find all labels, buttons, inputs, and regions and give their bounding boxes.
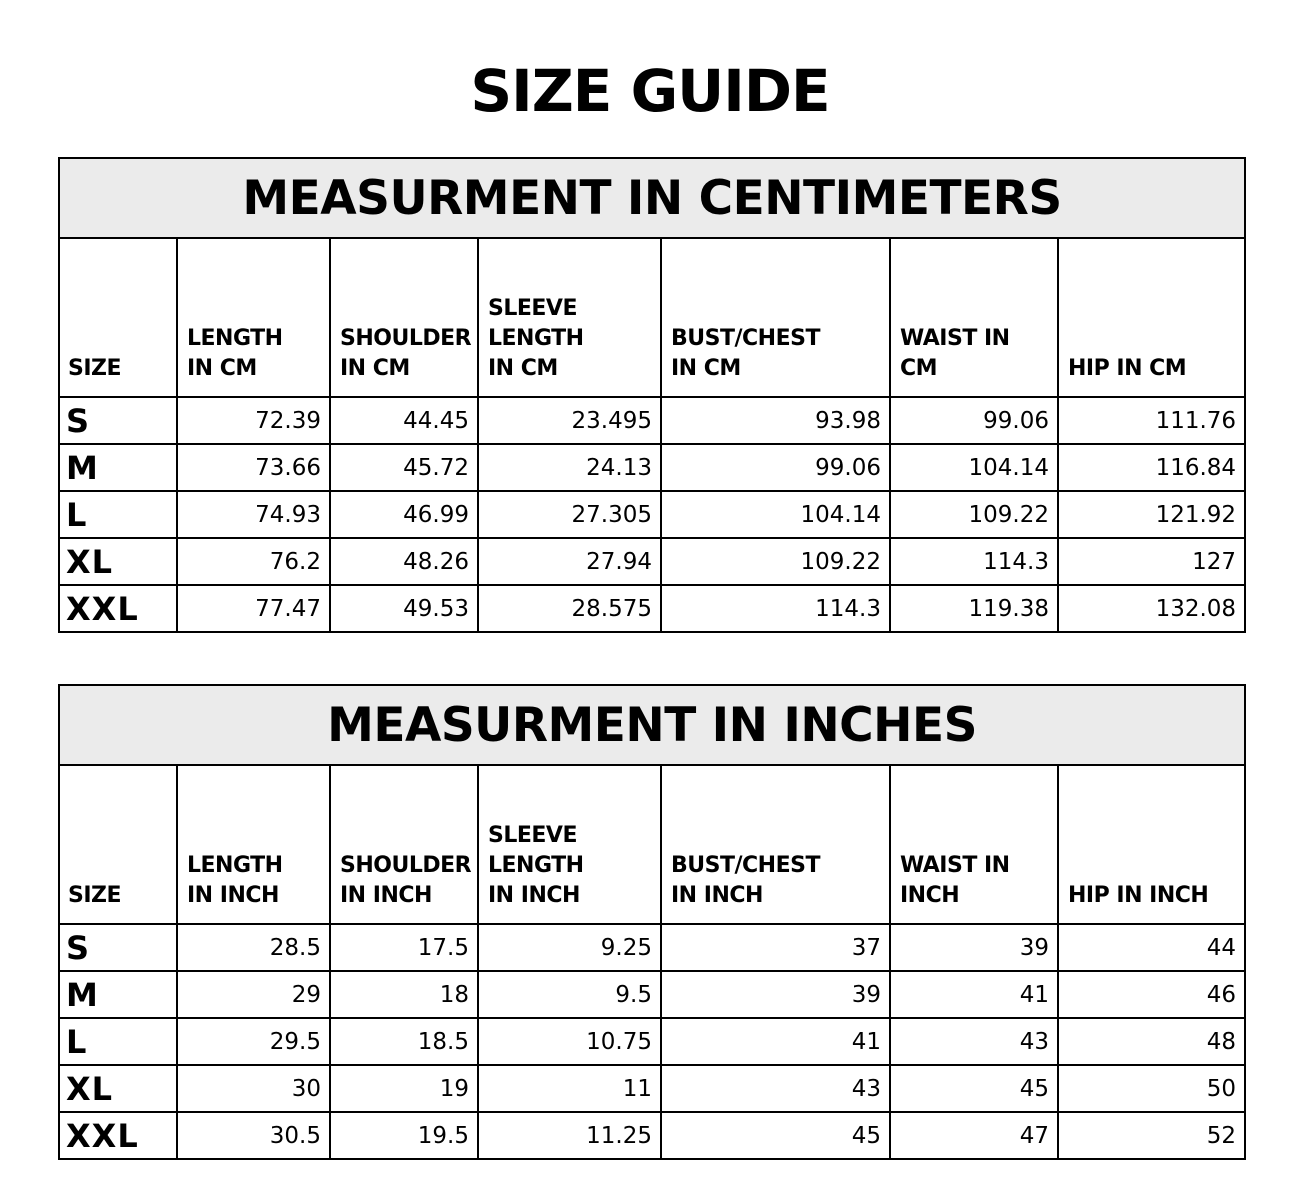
- column-header-waist: WAIST IN CM: [890, 238, 1058, 397]
- shoulder-value: 44.45: [330, 397, 478, 444]
- length-value: 72.39: [177, 397, 330, 444]
- column-header-length: LENGTH IN INCH: [177, 765, 330, 924]
- bust-chest-value: 93.98: [661, 397, 890, 444]
- hip-value: 44: [1058, 924, 1245, 971]
- table-row: [59, 585, 1245, 632]
- column-header-waist: WAIST IN INCH: [890, 765, 1058, 924]
- column-header-hip: HIP IN INCH: [1058, 765, 1245, 924]
- table-row: [59, 1018, 1245, 1065]
- length-value: 29.5: [177, 1018, 330, 1065]
- sleeve-length-value: 11: [478, 1065, 661, 1112]
- shoulder-value: 45.72: [330, 444, 478, 491]
- size-label: L: [59, 491, 177, 538]
- size-label: L: [59, 1018, 177, 1065]
- size-label: XXL: [59, 585, 177, 632]
- column-header-hip: HIP IN CM: [1058, 238, 1245, 397]
- shoulder-value: 18.5: [330, 1018, 478, 1065]
- hip-value: 111.76: [1058, 397, 1245, 444]
- header-row: [59, 765, 1245, 924]
- length-value: 30: [177, 1065, 330, 1112]
- sleeve-length-value: 27.94: [478, 538, 661, 585]
- sleeve-length-value: 24.13: [478, 444, 661, 491]
- hip-value: 121.92: [1058, 491, 1245, 538]
- waist-value: 39: [890, 924, 1058, 971]
- hip-value: 116.84: [1058, 444, 1245, 491]
- column-header-bust-chest: BUST/CHEST IN CM: [661, 238, 890, 397]
- shoulder-value: 46.99: [330, 491, 478, 538]
- length-value: 76.2: [177, 538, 330, 585]
- length-value: 77.47: [177, 585, 330, 632]
- length-value: 74.93: [177, 491, 330, 538]
- column-header-length: LENGTH IN CM: [177, 238, 330, 397]
- header-row: [59, 238, 1245, 397]
- shoulder-value: 19: [330, 1065, 478, 1112]
- size-label: XL: [59, 1065, 177, 1112]
- size-label: XL: [59, 538, 177, 585]
- column-header-size: SIZE: [59, 238, 177, 397]
- waist-value: 43: [890, 1018, 1058, 1065]
- bust-chest-value: 37: [661, 924, 890, 971]
- column-header-shoulder: SHOULDER IN CM: [330, 238, 478, 397]
- waist-value: 114.3: [890, 538, 1058, 585]
- size-label: S: [59, 397, 177, 444]
- sleeve-length-value: 9.25: [478, 924, 661, 971]
- shoulder-value: 19.5: [330, 1112, 478, 1159]
- waist-value: 41: [890, 971, 1058, 1018]
- bust-chest-value: 99.06: [661, 444, 890, 491]
- size-table-inches: [58, 684, 1246, 1160]
- table-row: [59, 397, 1245, 444]
- length-value: 30.5: [177, 1112, 330, 1159]
- table-row: [59, 1065, 1245, 1112]
- hip-value: 52: [1058, 1112, 1245, 1159]
- page-title: SIZE GUIDE: [470, 57, 830, 125]
- column-header-shoulder: SHOULDER IN INCH: [330, 765, 478, 924]
- column-header-bust-chest: BUST/CHEST IN INCH: [661, 765, 890, 924]
- size-label: XXL: [59, 1112, 177, 1159]
- bust-chest-value: 109.22: [661, 538, 890, 585]
- bust-chest-value: 39: [661, 971, 890, 1018]
- hip-value: 48: [1058, 1018, 1245, 1065]
- sleeve-length-value: 23.495: [478, 397, 661, 444]
- size-label: M: [59, 971, 177, 1018]
- sleeve-length-value: 28.575: [478, 585, 661, 632]
- size-label: S: [59, 924, 177, 971]
- bust-chest-value: 114.3: [661, 585, 890, 632]
- length-value: 29: [177, 971, 330, 1018]
- table-row: [59, 538, 1245, 585]
- sleeve-length-value: 27.305: [478, 491, 661, 538]
- bust-chest-value: 104.14: [661, 491, 890, 538]
- column-header-sleeve-length: SLEEVE LENGTH IN CM: [478, 238, 661, 397]
- shoulder-value: 49.53: [330, 585, 478, 632]
- hip-value: 132.08: [1058, 585, 1245, 632]
- bust-chest-value: 43: [661, 1065, 890, 1112]
- waist-value: 45: [890, 1065, 1058, 1112]
- column-header-sleeve-length: SLEEVE LENGTH IN INCH: [478, 765, 661, 924]
- table-row: [59, 924, 1245, 971]
- waist-value: 104.14: [890, 444, 1058, 491]
- hip-value: 50: [1058, 1065, 1245, 1112]
- size-label: M: [59, 444, 177, 491]
- table-row: [59, 491, 1245, 538]
- waist-value: 99.06: [890, 397, 1058, 444]
- table-row: [59, 444, 1245, 491]
- shoulder-value: 48.26: [330, 538, 478, 585]
- length-value: 28.5: [177, 924, 330, 971]
- waist-value: 119.38: [890, 585, 1058, 632]
- table-caption: MEASURMENT IN INCHES: [59, 685, 1245, 765]
- table-row: [59, 1112, 1245, 1159]
- sleeve-length-value: 11.25: [478, 1112, 661, 1159]
- column-header-size: SIZE: [59, 765, 177, 924]
- waist-value: 47: [890, 1112, 1058, 1159]
- waist-value: 109.22: [890, 491, 1058, 538]
- hip-value: 46: [1058, 971, 1245, 1018]
- sleeve-length-value: 9.5: [478, 971, 661, 1018]
- size-table-centimeters: [58, 157, 1246, 633]
- bust-chest-value: 41: [661, 1018, 890, 1065]
- hip-value: 127: [1058, 538, 1245, 585]
- sleeve-length-value: 10.75: [478, 1018, 661, 1065]
- shoulder-value: 18: [330, 971, 478, 1018]
- shoulder-value: 17.5: [330, 924, 478, 971]
- length-value: 73.66: [177, 444, 330, 491]
- bust-chest-value: 45: [661, 1112, 890, 1159]
- table-row: [59, 971, 1245, 1018]
- table-caption: MEASURMENT IN CENTIMETERS: [59, 158, 1245, 238]
